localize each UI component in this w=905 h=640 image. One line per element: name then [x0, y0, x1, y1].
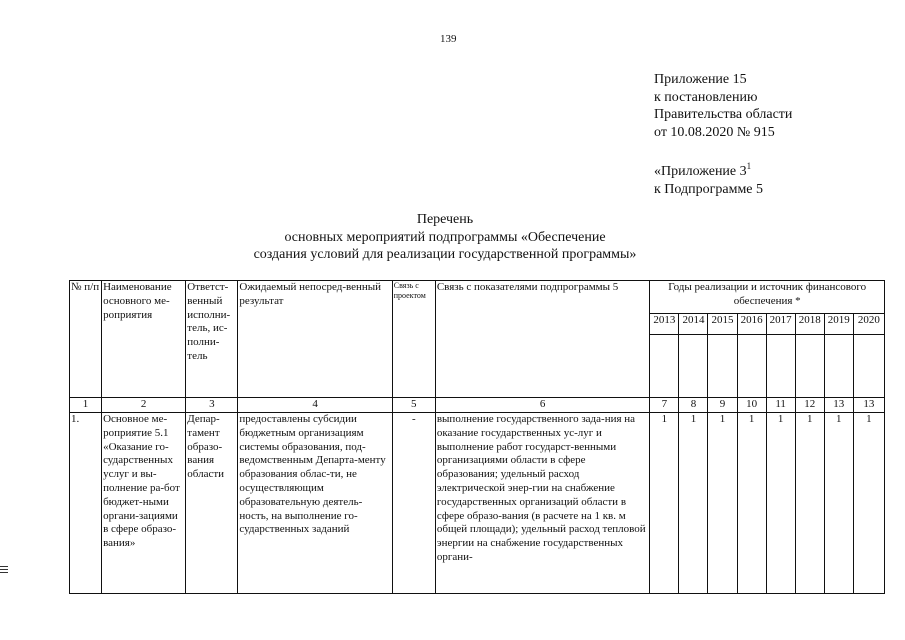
column-number: 9 [708, 398, 737, 413]
header-years-title: Годы реализации и источник финансового обеспечения * [650, 281, 885, 314]
document-title [200, 211, 690, 264]
row-num: 1. [70, 413, 102, 594]
column-number: 1 [70, 398, 102, 413]
header-indicators: Связь с показателями подпрограммы 5 [435, 281, 650, 398]
appendix-line: Правительства области [654, 107, 793, 123]
row-year-value: 1 [824, 413, 853, 594]
column-number: 6 [435, 398, 650, 413]
appendix-ref: «Приложение 3 [654, 164, 747, 180]
scan-margin-marks [0, 566, 8, 575]
year-blank-cell [679, 335, 708, 398]
column-number: 13 [853, 398, 884, 413]
year-header: 2019 [824, 314, 853, 335]
title-line: создания условий для реализации государственной программы» [253, 247, 637, 262]
year-blank-cell [853, 335, 884, 398]
column-number: 10 [737, 398, 766, 413]
year-blank-cell [795, 335, 824, 398]
year-header: 2020 [853, 314, 884, 335]
year-blank-cell [737, 335, 766, 398]
appendix-spacer [654, 141, 792, 158]
year-header: 2017 [766, 314, 795, 335]
column-number: 3 [186, 398, 238, 413]
row-name: Основное ме-роприятие 5.1 «Оказание го-сударственных услуг и вы-полнение ра-бот бюджет-ными органи-зациями в сфере образо-вания» [102, 413, 186, 594]
table-header-row [70, 281, 885, 314]
header-name: Наименование основного ме-роприятия [102, 281, 186, 398]
year-blank-cell [824, 335, 853, 398]
header-num: № п/п [70, 281, 102, 398]
year-header: 2014 [679, 314, 708, 335]
row-result: предоставлены субсидии бюджетным организациям системы образования, под-ведомственным Департа-менту образования облас-ти, не осуществляющим образовательную деятель-ность, на выполнение го-сударственных заданий [238, 413, 392, 594]
column-number: 4 [238, 398, 392, 413]
year-blank-cell [650, 335, 679, 398]
row-indicators: выполнение государственного зада-ния на оказание государственных ус-луг и выполнение работ государст-венными организациями области в сфере образования; удельный расход электрической энер-гии на снабжение государственных организаций области в сфере образо-вания (в расчете на 1 кв. м общей площади); удельный расход тепловой энергии на снабжение государственных органи- [435, 413, 650, 594]
row-year-value: 1 [853, 413, 884, 594]
column-number: 12 [795, 398, 824, 413]
table-row [70, 413, 885, 594]
year-header: 2013 [650, 314, 679, 335]
year-blank-cell [708, 335, 737, 398]
appendix-line: к постановлению [654, 89, 758, 105]
appendix-line: Приложение 15 [654, 72, 747, 87]
title-line: Перечень [416, 212, 474, 227]
measures-table [69, 280, 885, 594]
header-result: Ожидаемый непосред-венный результат [238, 281, 392, 398]
appendix-line [654, 158, 792, 181]
title-line: основных мероприятий подпрограммы «Обеспечение [284, 229, 606, 245]
row-year-value: 1 [795, 413, 824, 594]
column-number: 7 [650, 398, 679, 413]
appendix-line: к Подпрограмме 5 [654, 181, 764, 197]
row-year-value: 1 [679, 413, 708, 594]
year-header: 2018 [795, 314, 824, 335]
row-year-value: 1 [737, 413, 766, 594]
page-number: 139 [440, 33, 457, 45]
column-number: 2 [102, 398, 186, 413]
header-project: Связь с проектом [392, 281, 435, 398]
header-executor: Ответст-венный исполни-тель, ис-полни-тель [186, 281, 238, 398]
row-year-value: 1 [766, 413, 795, 594]
year-header: 2015 [708, 314, 737, 335]
row-executor: Депар-тамент образо-вания области [186, 413, 238, 594]
appendix-header [654, 71, 792, 199]
year-header: 2016 [737, 314, 766, 335]
row-project: - [392, 413, 435, 594]
column-number: 5 [392, 398, 435, 413]
row-year-value: 1 [650, 413, 679, 594]
column-number: 13 [824, 398, 853, 413]
column-number: 11 [766, 398, 795, 413]
column-number: 8 [679, 398, 708, 413]
appendix-line: от 10.08.2020 № 915 [654, 124, 775, 140]
appendix-ref-sup: 1 [746, 161, 752, 172]
year-blank-cell [766, 335, 795, 398]
column-number-row [70, 398, 885, 413]
row-year-value: 1 [708, 413, 737, 594]
